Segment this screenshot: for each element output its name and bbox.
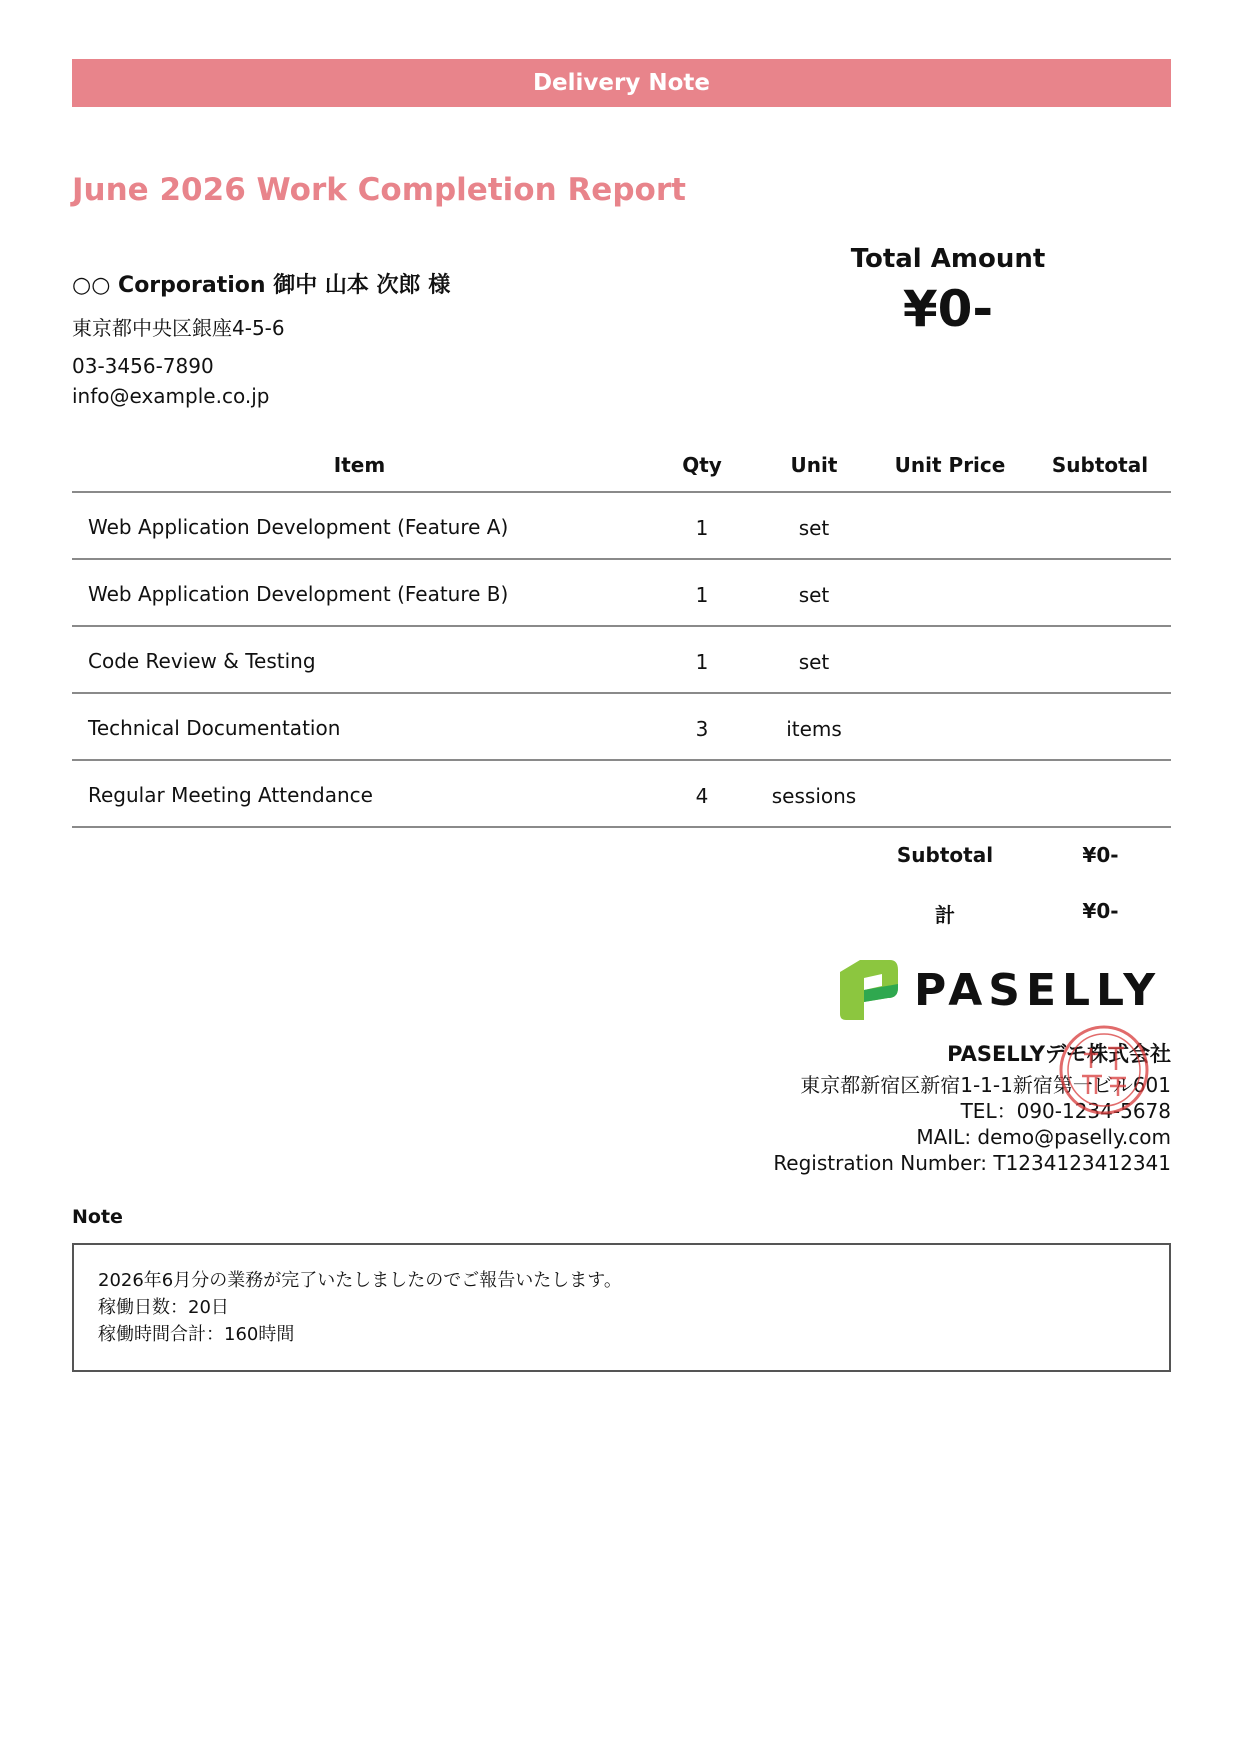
table-row [72, 492, 1171, 559]
issuer-name: PASELLYデモ株式会社 [947, 1042, 1171, 1066]
row-item: Code Review & Testing [72, 626, 647, 693]
row-qty: 1 [647, 559, 757, 626]
header-qty: Qty [647, 438, 757, 492]
row-unit: sessions [757, 760, 871, 827]
row-unit-price [871, 626, 1029, 693]
row-item: Technical Documentation [72, 693, 647, 760]
total-label: 計 [935, 903, 955, 927]
row-unit-price [871, 693, 1029, 760]
row-unit: set [757, 626, 871, 693]
row-subtotal [1029, 492, 1171, 559]
row-qty: 4 [647, 760, 757, 827]
subtotal-value: ¥0- [1082, 843, 1119, 867]
row-subtotal [1029, 760, 1171, 827]
row-subtotal [1029, 559, 1171, 626]
row-unit: items [757, 693, 871, 760]
row-unit-price [871, 559, 1029, 626]
line-items-table [72, 438, 1171, 828]
table-row [72, 693, 1171, 760]
row-unit-price [871, 492, 1029, 559]
logo-wordmark: PASELLY [914, 965, 1162, 1016]
row-qty: 3 [647, 693, 757, 760]
report-title: June 2026 Work Completion Report [72, 172, 686, 208]
client-name: ○○ Corporation 御中 山本 次郎 様 [72, 273, 451, 298]
header-subtotal: Subtotal [1029, 438, 1171, 492]
row-item: Web Application Development (Feature A) [72, 492, 647, 559]
row-qty: 1 [647, 626, 757, 693]
row-unit: set [757, 559, 871, 626]
client-phone: 03-3456-7890 [72, 354, 214, 378]
total-amount-value: ¥0- [902, 280, 994, 338]
table-row [72, 626, 1171, 693]
row-item: Regular Meeting Attendance [72, 760, 647, 827]
note-heading: Note [72, 1206, 123, 1228]
table-row [72, 559, 1171, 626]
row-unit: set [757, 492, 871, 559]
row-subtotal [1029, 693, 1171, 760]
company-seal-stamp-icon [1058, 1024, 1150, 1116]
row-unit-price [871, 760, 1029, 827]
issuer-mail: MAIL: demo@paselly.com [916, 1125, 1171, 1149]
header-unit: Unit [757, 438, 871, 492]
total-amount-block [808, 244, 1088, 338]
table-row [72, 760, 1171, 827]
client-info [72, 268, 450, 411]
row-qty: 1 [647, 492, 757, 559]
company-logo [838, 958, 1171, 1020]
table-header-row [72, 438, 1171, 492]
note-line: 稼働時間合計：160時間 [98, 1324, 295, 1345]
client-address: 東京都中央区銀座4-5-6 [72, 316, 285, 340]
client-email: info@example.co.jp [72, 384, 270, 408]
note-line: 2026年6月分の業務が完了いたしましたのでご報告いたします。 [98, 1270, 622, 1291]
row-subtotal [1029, 626, 1171, 693]
note-line: 稼働日数：20日 [98, 1297, 229, 1318]
document-type-banner: Delivery Note [72, 59, 1171, 107]
issuer-tel: TEL：090-1234-5678 [960, 1099, 1171, 1123]
header-unit-price: Unit Price [871, 438, 1029, 492]
total-amount-label: Total Amount [850, 244, 1046, 274]
issuer-address: 東京都新宿区新宿1-1-1新宿第一ビル601 [800, 1073, 1171, 1097]
note-box [72, 1243, 1171, 1372]
subtotal-label: Subtotal [896, 843, 994, 867]
total-value: ¥0- [1082, 899, 1119, 923]
issuer-registration: Registration Number: T1234123412341 [773, 1151, 1171, 1175]
row-item: Web Application Development (Feature B) [72, 559, 647, 626]
header-item: Item [72, 438, 647, 492]
